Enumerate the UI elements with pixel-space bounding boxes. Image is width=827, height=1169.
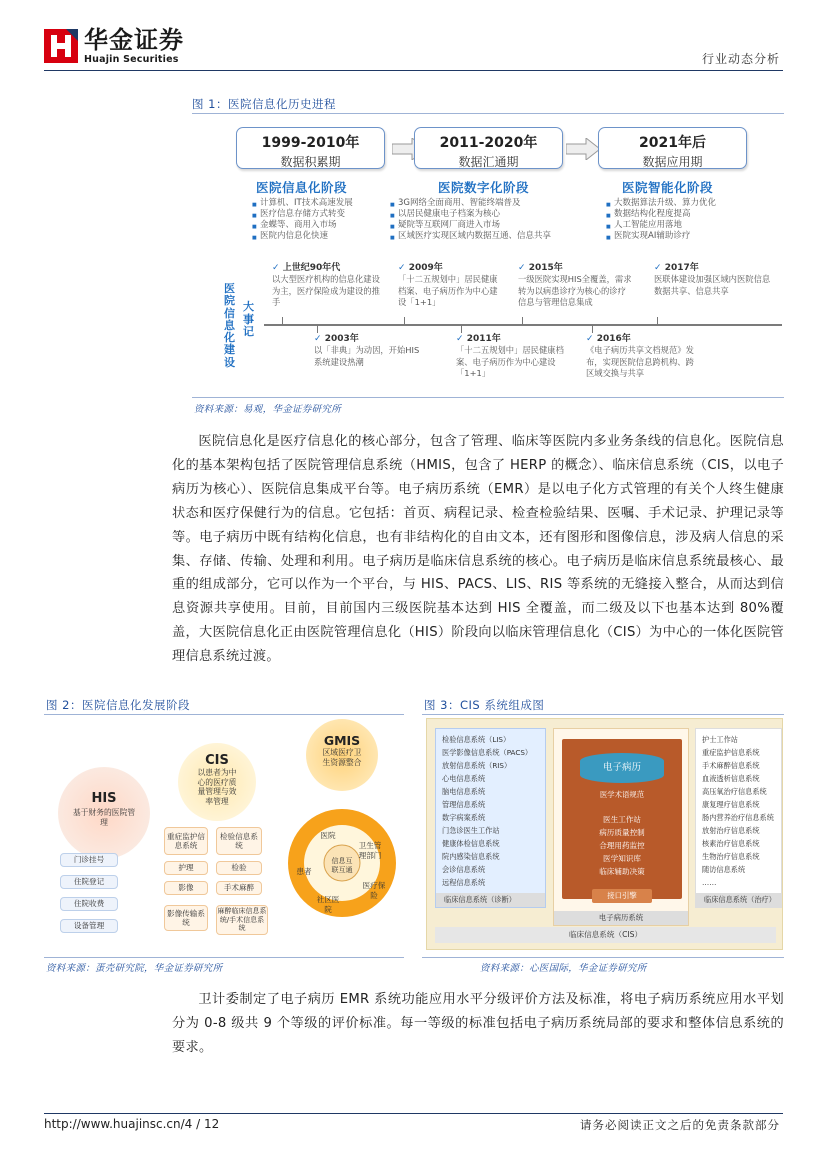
timeline-tick (461, 325, 462, 333)
system-item: 会诊信息系统 (442, 865, 486, 874)
ring-label: 医疗保险 (362, 881, 386, 900)
timeline-tick (282, 317, 283, 325)
emr-column-footer: 电子病历系统 (554, 911, 688, 925)
system-item: 门急诊医生工作站 (442, 826, 500, 835)
system-item: 医学影像信息系统（PACS） (442, 748, 533, 757)
timeline-tick (657, 317, 658, 325)
system-item: 脑电信息系统 (442, 787, 486, 796)
system-item: 放射治疗信息系统 (702, 826, 760, 835)
timeline-side-subtitle: 大事记 (243, 300, 254, 338)
emr-module: 合理用药监控 (599, 841, 645, 850)
timeline-event (314, 334, 424, 368)
cis-bubble (178, 743, 256, 821)
his-title: HIS (91, 791, 117, 806)
event-year: ✓ 2011年 (456, 334, 564, 345)
system-item: 健康体检信息系统 (442, 839, 500, 848)
figure-1-caption: 图 1：医院信息化历史进程 (192, 97, 336, 111)
era-box-1 (236, 127, 385, 169)
era-year: 2021年后 (639, 135, 706, 151)
gmis-subtitle: 区域医疗卫生资源整合 (322, 748, 362, 767)
timeline-tick (404, 317, 405, 325)
event-year: ✓ 2017年 (654, 263, 774, 274)
system-item: 肠内营养治疗信息系统 (702, 813, 774, 822)
figure-1-top-rule (192, 113, 784, 114)
figure-1-source: 资料来源：易观，华金证券研究所 (194, 404, 342, 415)
cis-subtitle: 以患者为中心的医疗质量管理与效率管理 (197, 768, 237, 806)
emr-module: 临床辅助决策 (599, 867, 645, 876)
body-paragraph-2 (172, 988, 784, 1060)
brand-name-cn: 华金证券 (84, 25, 184, 54)
figure-2-stages-diagram (44, 719, 404, 956)
stage-item: ■ 金蝶等、商用入市场 (252, 220, 353, 231)
timeline-event (586, 334, 698, 379)
ring-center-label: 信息互联互通 (331, 857, 353, 874)
timeline-tick (317, 325, 318, 333)
paragraph-text: 医院信息化是医疗信息化的核心部分，包含了管理、临床等医院内多业务条线的信息化。医院信息化的基本架构包括了医院管理信息系统（HMIS，包含了 HERP 的概念）、临床信息系统（CIS，以电子病历为核心）、医院信息集成平台等。电子病历系统（EMR）是以电子化方式管理的有关个人终生健康状态和医疗保健行为的信息。它包括：首页、病程记录、检查检验结果、医嘱、手术记录、护理记录等等。电子病历中既有结构化信息，也有非结构化的自由文本，还有图形和图像信息，涉及病人信息的采集、存储、传输、处理和利用。电子病历是临床信息系统的核心。电子病历是临床信息系统最核心、最重的组成部分，它可以作为一个平台，与 HIS、PACS、LIS、RIS 等系统的无缝接入整合，从而达到信息资源共享使用。目前，目前国内三级医院基本达到 HIS 全覆盖，而二级及以下也基本达到 80%覆盖，大医院信息化正由医院管理信息化（HIS）阶段向以临床管理信息化（CIS）为中心的一体化医院管理信息系统过渡。 (172, 434, 784, 665)
system-item: …… (702, 878, 717, 887)
timeline-tick (592, 325, 593, 333)
cis-item: 重症监护信息系统 (164, 827, 208, 855)
ring-label: 卫生管理部门 (358, 841, 382, 860)
figure-1-history-diagram (192, 118, 784, 394)
gmis-title: GMIS (323, 733, 361, 748)
footer-url-page[interactable]: http://www.huajinsc.cn/4 / 12 (44, 1117, 220, 1131)
event-year: ✓ 2016年 (586, 334, 698, 345)
his-item: 设备管理 (60, 919, 118, 933)
system-item: 远程信息系统 (442, 878, 486, 887)
figure-2-top-rule (44, 714, 404, 715)
paragraph-text: 卫计委制定了电子病历 EMR 系统功能应用水平分级评价方法及标准，将电子病历系统应用水平划分为 0-8 级共 9 个等级的评价标准。每一等级的标准包括电子病历系统局部的要求和整体信息系统的要求。 (172, 992, 784, 1055)
brand-name-en: Huajin Securities (84, 53, 179, 65)
ring-label: 医院 (320, 831, 336, 840)
event-year: ✓ 上世纪90年代 (272, 263, 384, 274)
diagnosis-systems-list (436, 729, 545, 889)
timeline-event (456, 334, 564, 379)
timeline-event (518, 263, 632, 308)
section-label: 行业动态分析 (701, 52, 780, 66)
system-item: 心电信息系统 (442, 774, 486, 783)
footer-divider (44, 1113, 783, 1114)
treatment-systems-column (695, 728, 782, 908)
timeline-axis (264, 324, 782, 326)
system-item: 手术麻醉信息系统 (702, 761, 760, 770)
event-year: ✓ 2015年 (518, 263, 632, 274)
figure-3-cis-diagram (426, 718, 783, 950)
event-year: ✓ 2003年 (314, 334, 424, 345)
figure-2-bottom-rule (44, 957, 404, 958)
cis-item: 影像 (164, 881, 208, 895)
cis-item: 麻醉临床信息系统/手术信息系统 (216, 905, 268, 935)
emr-database-icon: 电子病历 (580, 753, 664, 783)
figure-1-bottom-rule (192, 397, 784, 398)
cis-item: 检验 (216, 861, 262, 875)
treatment-column-footer: 临床信息系统（治疗） (696, 893, 781, 907)
diagnosis-systems-column (435, 728, 546, 908)
his-item: 住院登记 (60, 875, 118, 889)
treatment-systems-list (696, 729, 781, 889)
event-text: 一级医院实现HIS全覆盖，需求转为以病患诊疗为核心的诊疗信息与管理信息集成 (518, 274, 632, 307)
event-text: 「十二五规划中」居民健康档案、电子病历作为中心建设「1+1」 (398, 274, 498, 307)
stage-item: ■ 医院内信息化快速 (252, 231, 353, 242)
system-item: 核素治疗信息系统 (702, 839, 760, 848)
stage-item: ■ 疑院等互联网厂商进入市场 (390, 220, 551, 231)
emr-module-list (562, 813, 682, 878)
company-logo (44, 26, 184, 66)
stage-item: ■ 3G网络全面商用、智能终端普及 (390, 198, 551, 209)
cis-item: 手术麻醉 (216, 881, 262, 895)
stage-item: ■ 以居民健康电子档案为核心 (390, 209, 551, 220)
cis-item: 影像传输系统 (164, 905, 208, 931)
stage-title-3: 医院智能化阶段 (622, 180, 714, 195)
system-item: 放射信息系统（RIS） (442, 761, 512, 770)
emr-core-box (562, 739, 682, 899)
stage-item: ■ 数据结构化程度提高 (606, 209, 716, 220)
figure-3-caption: 图 3：CIS 系统组成图 (424, 698, 545, 712)
body-paragraph-1 (172, 430, 784, 669)
system-item: 随访信息系统 (702, 865, 746, 874)
stage-item: ■ 医疗信息存储方式转变 (252, 209, 353, 220)
footer-disclaimer: 请务必阅读正文之后的免责条款部分 (580, 1118, 780, 1132)
era-name: 数据应用期 (642, 155, 703, 169)
figure-3-source: 资料来源：心医国际，华金证券研究所 (480, 963, 647, 974)
interface-engine: 接口引擎 (592, 889, 652, 903)
stage-item: ■ 计算机、IT技术高速发展 (252, 198, 353, 209)
diagnosis-column-footer: 临床信息系统（诊断） (436, 893, 545, 907)
stage-item: ■ 大数据算法升级、算力优化 (606, 198, 716, 209)
cis-title: CIS (205, 753, 229, 768)
event-text: 以「非典」为动因，开始HIS系统建设热潮 (314, 345, 420, 367)
emr-module: 医生工作站 (603, 815, 641, 824)
stage-item: ■ 人工智能应用落地 (606, 220, 716, 231)
his-bubble (58, 767, 150, 859)
cis-bottom-bar: 临床信息系统（CIS） (435, 927, 776, 943)
event-text: 医联体建设加强区域内医院信息数据共享、信息共享 (654, 274, 771, 296)
event-text: 「十二五规划中」居民健康档案、电子病历作为中心建设「1+1」 (456, 345, 564, 378)
figure-3-bottom-rule (422, 957, 784, 958)
era-year: 2011-2020年 (439, 135, 538, 151)
era-year: 1999-2010年 (261, 135, 360, 151)
timeline-event (398, 263, 502, 308)
stage-title-2: 医院数字化阶段 (438, 180, 530, 195)
his-item: 门诊挂号 (60, 853, 118, 867)
system-item: 重症监护信息系统 (702, 748, 760, 757)
his-item: 住院收费 (60, 897, 118, 911)
timeline-tick (522, 317, 523, 325)
stage-title-1: 医院信息化阶段 (256, 180, 348, 195)
timeline-side-title: 医院信息化建设 (224, 282, 235, 369)
system-item: 院内感染信息系统 (442, 852, 500, 861)
era-box-2 (414, 127, 563, 169)
figure-3-top-rule (422, 714, 784, 715)
figure-2-source: 资料来源：蛋壳研究院，华金证券研究所 (46, 963, 223, 974)
cis-item: 检验信息系统 (216, 827, 262, 855)
event-text: 以大型医疗机构的信息化建设为主，医疗保险成为建设的推手 (272, 274, 380, 307)
system-item: 检验信息系统（LIS） (442, 735, 511, 744)
stage-item: ■ 区域医疗实现区域内数据互通、信息共享 (390, 231, 551, 242)
stage-list-1 (252, 198, 353, 242)
era-name: 数据积累期 (280, 155, 341, 169)
system-item: 康复理疗信息系统 (702, 800, 760, 809)
emr-terminology: 医学术语规范 (599, 790, 645, 799)
stage-list-3 (606, 198, 716, 242)
arrow-right-icon (566, 138, 600, 160)
emr-system-column (553, 728, 689, 926)
brand-mark-icon (44, 29, 78, 63)
event-year: ✓ 2009年 (398, 263, 502, 274)
emr-module: 病历质量控制 (599, 828, 645, 837)
system-item: 血液透析信息系统 (702, 774, 760, 783)
system-item: 数字病案系统 (442, 813, 486, 822)
gmis-bubble (306, 719, 378, 791)
stage-list-2 (390, 198, 551, 242)
system-item: 生物治疗信息系统 (702, 852, 760, 861)
event-text: 《电子病历共享文档规范》发布，实现医院信息跨机构、跨区域交换与共享 (586, 345, 694, 378)
header-divider (44, 70, 783, 71)
ring-label: 患者 (296, 867, 312, 876)
stage-item: ■ 医院实现AI辅助诊疗 (606, 231, 716, 242)
emr-module: 医学知识库 (603, 854, 641, 863)
ring-label: 社区医院 (316, 895, 340, 914)
timeline-event (272, 263, 384, 308)
era-box-3 (598, 127, 747, 169)
system-item: 高压氧治疗信息系统 (702, 787, 767, 796)
timeline-event (654, 263, 774, 297)
his-subtitle: 基于财务的医院管理 (72, 808, 136, 827)
cis-item: 护理 (164, 861, 208, 875)
system-item: 管理信息系统 (442, 800, 486, 809)
figure-2-caption: 图 2：医院信息化发展阶段 (46, 698, 190, 712)
system-item: 护士工作站 (702, 735, 738, 744)
era-name: 数据汇通期 (458, 155, 519, 169)
